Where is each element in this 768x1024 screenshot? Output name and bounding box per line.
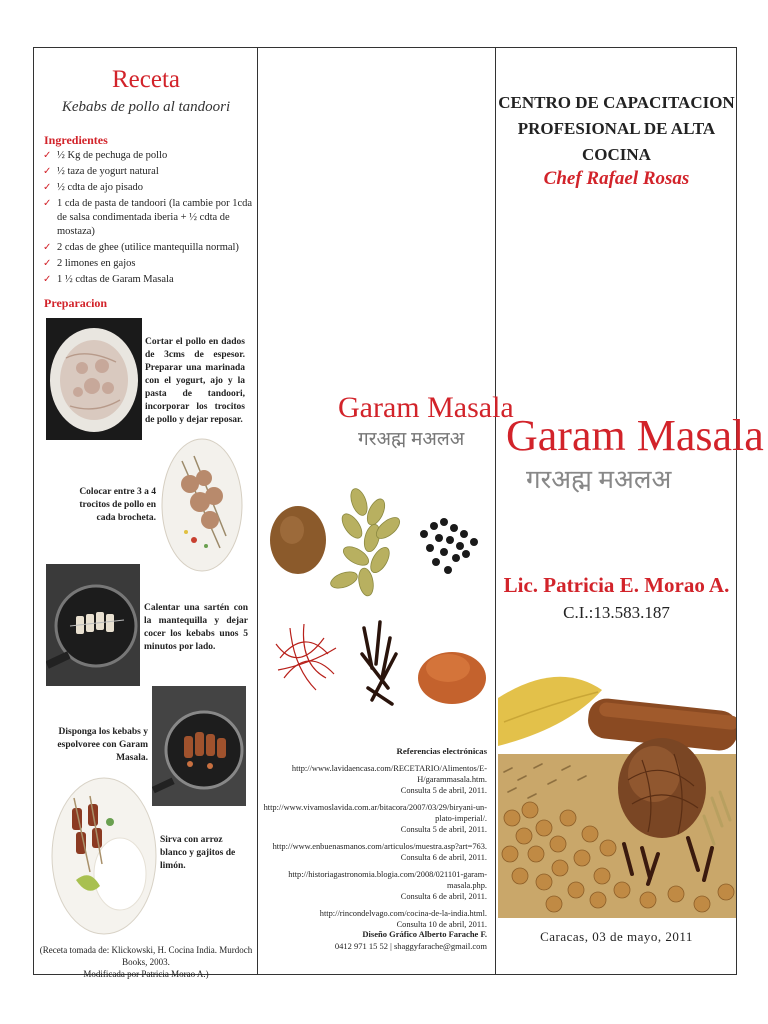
list-item: ✓ 1 cda de pasta de tandoori (la cambie por 1cda de salsa condimentada iberia + ½ cdta de mostaza): [43, 198, 253, 237]
recipe-title: Receta: [111, 66, 180, 93]
recipe-panel: [34, 48, 258, 979]
checkmark-icon: ✓: [43, 258, 52, 269]
reference-link[interactable]: http://rincondelvago.com/cocina-de-la-india.html.: [319, 909, 487, 918]
marinade-photo: [46, 318, 142, 440]
cover-panel: [496, 48, 764, 974]
references-section: [262, 746, 487, 930]
chef-name: Chef Rafael Rosas: [543, 168, 690, 189]
checkmark-icon: ✓: [43, 150, 52, 161]
recipe-subtitle: Kebabs de pollo al tandoori: [61, 99, 231, 115]
list-item: ✓ 1 ½ cdtas de Garam Masala: [43, 274, 174, 285]
list-item: ✓ 2 cdas de ghee (utilice mantequilla normal): [43, 242, 239, 253]
checkmark-icon: ✓: [43, 242, 52, 253]
step-1-text: Cortar el pollo en dados de 3cms de espesor. Preparar una marinada con el yogurt, ajo y la pasta de tandoori, incorporar los trocitos de pollo y dejar reposar.: [145, 337, 245, 425]
institution-name: CENTRO DE CAPACITACION PROFESIONAL DE ALTA COCINA: [498, 93, 735, 164]
spices-panel: [258, 48, 514, 974]
reference-item: http://www.enbuenasmanos.com/articulos/muestra.asp?art=763. Consulta 6 de abril, 2011.: [262, 841, 487, 863]
reference-link[interactable]: http://historiagastronomia.blogia.com/2008/021101-garam-masala.php.: [288, 870, 487, 890]
step-4-text: Disponga los kebabs y espolvoree con Garam Masala.: [57, 727, 148, 763]
plated-dish-photo: [50, 776, 158, 936]
author-id: C.I.:13.583.187: [563, 603, 670, 622]
checkmark-icon: ✓: [43, 166, 52, 177]
list-item: ✓ ½ cdta de ajo pisado: [43, 182, 144, 193]
preparation-heading: Preparacion: [44, 296, 108, 310]
author-name: Lic. Patricia E. Morao A.: [503, 573, 730, 597]
design-contact: 0412 971 15 52 | shaggyfarache@gmail.com: [334, 941, 487, 951]
reference-item: http://rincondelvago.com/cocina-de-la-india.html. Consulta 10 de abril, 2011.: [262, 908, 487, 930]
product-title-large: Garam Masala: [506, 411, 764, 460]
product-title-devanagari-small: गरअह्म मअलअ: [358, 429, 465, 450]
product-title-devanagari-large: गरअह्म मअलअ: [526, 465, 672, 494]
references-heading: Referencias electrónicas: [396, 746, 487, 756]
design-credit: Diseño Gráfico Alberto Farache F. 0412 971 15 52 | shaggyfarache@gmail.com: [334, 929, 487, 951]
list-item: ✓ ½ Kg de pechuga de pollo: [43, 150, 168, 161]
list-item: ✓ ½ taza de yogurt natural: [43, 166, 159, 177]
spices-photo: [264, 478, 492, 726]
checkmark-icon: ✓: [43, 198, 52, 209]
step-3-text: Calentar una sartén con la mantequilla y dejar cocer los kebabs unos 5 minutos por lado.: [144, 603, 248, 652]
spices-cover-photo: [498, 668, 736, 918]
reference-link[interactable]: http://www.vivamoslavida.com.ar/bitacora/2007/03/29/biryani-un-plato-imperial/.: [263, 803, 487, 823]
place-date: Caracas, 03 de mayo, 2011: [540, 929, 693, 944]
skewer-photo: [160, 436, 244, 574]
step-2-text: Colocar entre 3 a 4 trocitos de pollo en cada brocheta.: [79, 487, 156, 523]
product-title-small: Garam Masala: [338, 391, 514, 424]
reference-link[interactable]: http://www.lavidaencasa.com/RECETARIO/Alimentos/E-H/garammasala.htm.: [291, 764, 487, 784]
reference-item: http://www.lavidaencasa.com/RECETARIO/Alimentos/E-H/garammasala.htm. Consulta 5 de abril, 2011.: [262, 763, 487, 796]
reference-link[interactable]: http://www.enbuenasmanos.com/articulos/muestra.asp?art=763.: [272, 842, 487, 851]
cooked-kebabs-photo: [152, 686, 246, 806]
list-item: ✓ 2 limones en gajos: [43, 258, 136, 269]
reference-item: http://www.vivamoslavida.com.ar/bitacora/2007/03/29/biryani-un-plato-imperial/. Consulta 5 de abril, 2011.: [263, 803, 487, 834]
checkmark-icon: ✓: [43, 182, 52, 193]
brochure-sheet: [33, 47, 764, 979]
reference-item: http://historiagastronomia.blogia.com/2008/021101-garam-masala.php. Consulta 6 de abril, 2011.: [262, 869, 487, 902]
ingredients-heading: Ingredientes: [44, 133, 108, 147]
frying-pan-photo: [46, 564, 140, 686]
step-5-text: Sirva con arroz blanco y gajitos de limón.: [160, 835, 236, 871]
ingredients-list: [43, 149, 253, 289]
recipe-credit: (Receta tomada de: Klickowski, H. Cocina India. Murdoch Books, 2003. Modificada por Patricia Morao A.): [39, 945, 253, 979]
checkmark-icon: ✓: [43, 274, 52, 285]
